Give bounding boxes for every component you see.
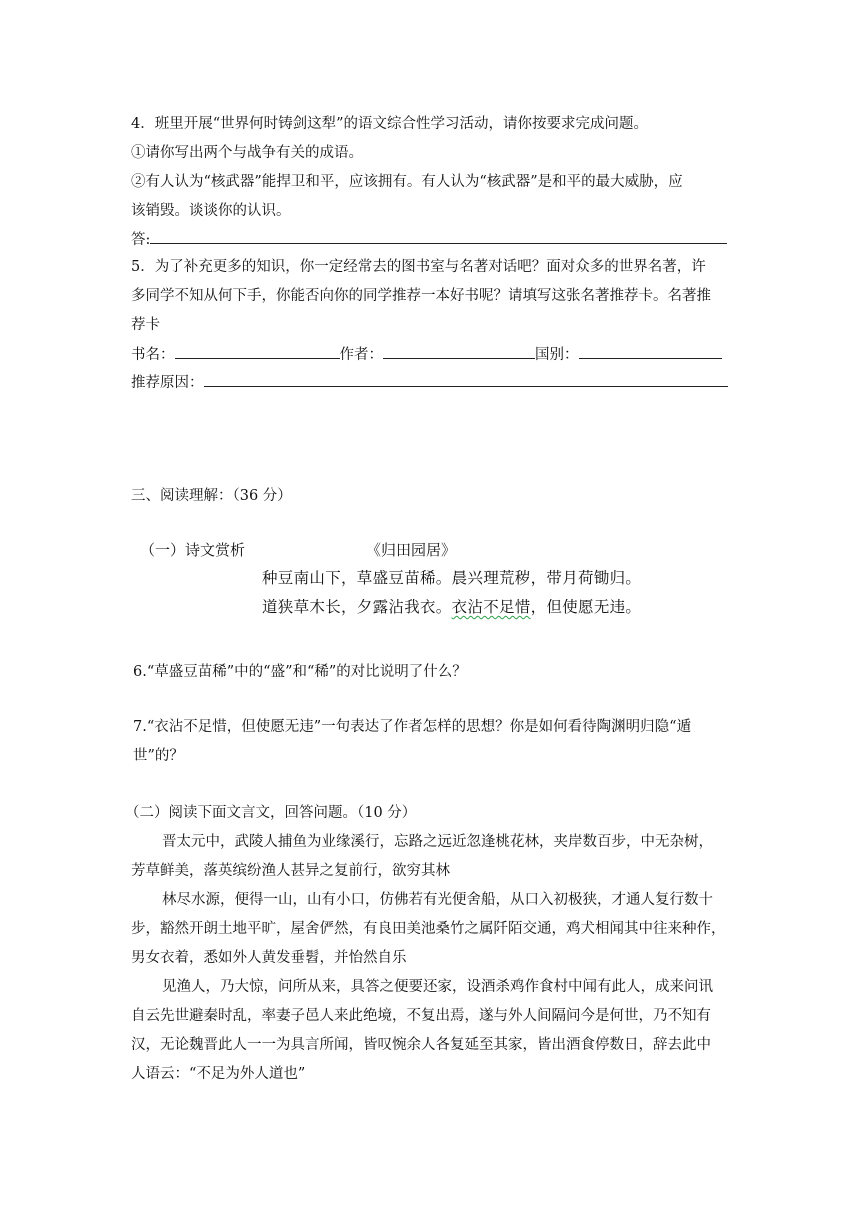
q4-sub2-line1: ②有人认为“核武器”能捍卫和平，应该拥有。有人认为“核武器”是和平的最大威胁，应 [131, 174, 683, 190]
q6-text: 6.“草盛豆苗稀”中的“盛”和“稀”的对比说明了什么？ [133, 664, 467, 680]
q4-answer-label: 答: [131, 232, 151, 248]
q5-reason-row [131, 371, 731, 393]
classical-p2-line2: 步，豁然开朗土地平旷，屋舍俨然，有良田美池桑竹之属阡陌交通，鸡犬相闻其中往来种作， [131, 921, 726, 937]
classical-p2-line1: 林尽水源，便得一山，山有小口，仿佛若有光便舍船，从口入初极狭，才通人复行数十 [162, 892, 713, 908]
q7-line2: 世”的？ [133, 748, 184, 764]
classical-p3-line3: 汉，无论魏晋此人一一为具言所闻，皆叹惋余人各复延至其家，皆出酒食停数日，辞去此中 [131, 1037, 711, 1053]
q5-card-row [131, 343, 731, 365]
country-label: 国别： [535, 347, 579, 363]
q4-sub1: ①请你写出两个与战争有关的成语。 [131, 145, 363, 161]
q4-answer-row [131, 228, 731, 250]
poem-line-1: 种豆南山下，草盛豆苗稀。晨兴理荒秽，带月荷锄归。 [262, 569, 642, 587]
book-blank[interactable] [175, 343, 340, 359]
classical-p3-line2: 自云先世避秦时乱，率妻子邑人来此绝境，不复出焉，遂与外人间隔问今是何世，乃不知有 [131, 1008, 711, 1024]
q5-line3: 荐卡 [131, 317, 160, 333]
poem-line-2-part-a: 道狭草木长，夕露沾我衣。 [262, 598, 452, 616]
poem-line-2 [262, 595, 641, 617]
q5-line1: 5．为了补充更多的知识，你一定经常去的图书室与名著对话吧？面对众多的世界名著，许 [131, 259, 706, 275]
author-label: 作者： [339, 347, 383, 363]
classical-p2-line3: 男女衣着，悉如外人黄发垂髫，并怡然自乐 [131, 950, 407, 966]
section3-heading: 三、阅读理解：（36 分） [131, 488, 292, 504]
q5-line2: 多同学不知从何下手，你能否向你的同学推荐一本好书呢？请填写这张名著推荐卡。名著推 [131, 288, 711, 304]
classical-p3-line4: 人语云：“不足为外人道也” [131, 1066, 306, 1082]
classical-heading: （二）阅读下面文言文，回答问题。（10 分） [125, 805, 417, 821]
classical-p3-line1: 见渔人，乃大惊，问所从来，具答之便要还家，设酒杀鸡作食村中闻有此人，成来问讯 [162, 979, 713, 995]
q7-line1: 7.“衣沾不足惜，但使愿无违”一句表达了作者怎样的思想？你是如何看待陶渊明归隐“遁 [133, 719, 692, 735]
reason-blank[interactable] [204, 371, 728, 387]
author-blank[interactable] [383, 343, 535, 359]
q4-stem: 4．班里开展“世界何时铸剑这犁”的语文综合性学习活动，请你按要求完成问题。 [131, 116, 649, 132]
book-label: 书名： [131, 347, 175, 363]
classical-p1-line2: 芳草鲜美，落英缤纷渔人甚异之复前行，欲穷其林 [131, 863, 450, 879]
country-blank[interactable] [579, 343, 722, 359]
poem-section-label: （一）诗文赏析 [140, 541, 246, 559]
poem-line-2-part-c: ，但使愿无违。 [530, 598, 642, 616]
q4-sub2-line2: 该销毁。谈谈你的认识。 [131, 203, 291, 219]
classical-p1-line1: 晋太元中，武陵人捕鱼为业缘溪行，忘路之远近忽逢桃花林，夹岸数百步，中无杂树， [162, 834, 713, 850]
poem-title: 《归田园居》 [366, 541, 457, 559]
q4-answer-blank[interactable] [150, 228, 727, 244]
reason-label: 推荐原因： [131, 375, 204, 391]
poem-line-2-flagged: 衣沾不足惜 [451, 598, 531, 616]
